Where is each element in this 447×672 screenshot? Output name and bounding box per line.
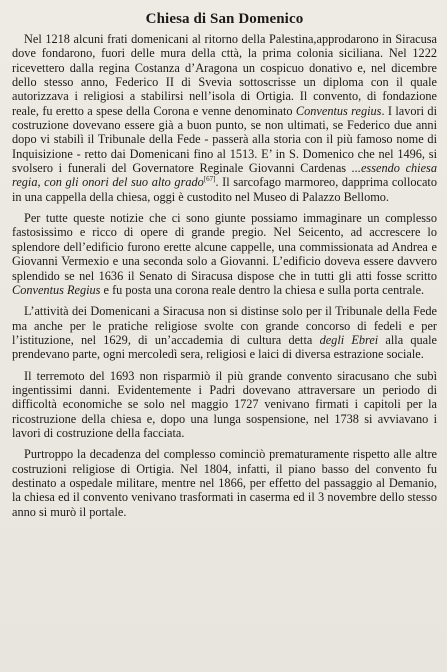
paragraph-3-italic-ebrei: degli Ebrei — [319, 332, 379, 347]
paragraph-4: Il terremoto del 1693 non risparmiò il più grande convento siracusano che subì ingentissimi danni. Evidentemente i Padri dovevano attraversare un periodo di difficoltà economiche se solo nel maggio 1727 venivano firmati i capitoli per la ricostruzione della chiesa e, dopo una lunga sospensione, nel 1738 si avviavano i lavori di costruzione della facciata. — [12, 368, 437, 440]
article-body — [12, 32, 437, 519]
paragraph-2 — [12, 211, 437, 297]
paragraph-5: Purtroppo la decadenza del complesso cominciò prematuramente rispetto alle altre costruzioni religiose di Ortigia. Nel 1804, infatti, il piano basso del convento fu destinato a ospedale militare, mentre nel 1866, per effetto del passaggio al Demanio, la chiesa ed il convento venivano trasformati in caserma ed il 3 novembre dello stesso anno si murò il portale. — [12, 447, 437, 519]
paragraph-1 — [12, 32, 437, 204]
footnote-ref-67[interactable]: [67] — [203, 175, 216, 184]
paragraph-1-italic-conventus: Conventus regius — [295, 103, 382, 118]
paragraph-1-text-a: Nel 1218 alcuni frati domenicani al ritorno della Palestina,approdarono in Siracusa dove fondarono, fuori delle mura della cttà, la prima colonia siciliana. Nel 1222 ricevettero dalla regina Costanza d’Aragona un cospicuo donativo e, nel dicembre dello stesso anno, Federico II di Svevia sottoscrisse un diploma con il quale autorizzava i religiosi a stabilirsi nell’isola di Ortigia. Il convento, di fondazione reale, fu eretto a spese della Corona e venne denominato — [12, 32, 437, 118]
paragraph-1-text-c: . I lavori di costruzione dovevano essere già a buon punto, se non ultimati, se Federico due anni dopo vi stabilì il Tribunale della Fede - passerà alla storia con il più famoso nome di Inquisizione - retto dai Domenicani fino al 1513. E’ in S. Domenico che nel 1496, si svolsero i funerali del Governatore Reginale Giovanni Cardenas — [12, 103, 437, 176]
paragraph-2-text-a: Per tutte queste notizie che ci sono giunte possiamo immaginare un complesso fastosissimo e ricco di opere di grande pregio. Nel Seicento, ad accrescere lo splendore dell’edificio furono erette alcune cappelle, una commissionata ad Andrea e Giovanni Vermexio e una seconda solo a Giovanni. L’edificio doveva essere davvero splendido se nel 1636 il Senato di Siracusa dispose che in tutti gli atti fosse scritto — [12, 211, 437, 283]
paragraph-3 — [12, 304, 437, 361]
paragraph-3-text-a: L’attività dei Domenicani a Siracusa non si distinse solo per il Tribunale della Fede ma anche per le pratiche religiose svolte con grande concorso di fedeli e per l’istituzione, nel 1629, di un’accademia di cultura detta — [12, 304, 437, 347]
paragraph-1-italic-quote: ...essendo chiesa regia, con gli onori del suo alto grado — [12, 161, 437, 190]
paragraph-3-text-c: alla quale prendevano parte, ogni mercoledì sera, religiosi e laici di diversa estrazione sociale. — [12, 332, 437, 362]
paragraph-1-text-f: . Il sarcofago marmoreo, dapprima collocato in una cappella della chiesa, oggi è custodito nel Museo di Palazzo Bellomo. — [12, 175, 437, 204]
paragraph-2-text-c: e fu posta una corona reale dentro la chiesa e sulla porta centrale. — [100, 282, 425, 297]
page-title: Chiesa di San Domenico — [145, 11, 304, 27]
paragraph-2-italic-conventus: Conventus Regius — [12, 282, 101, 297]
